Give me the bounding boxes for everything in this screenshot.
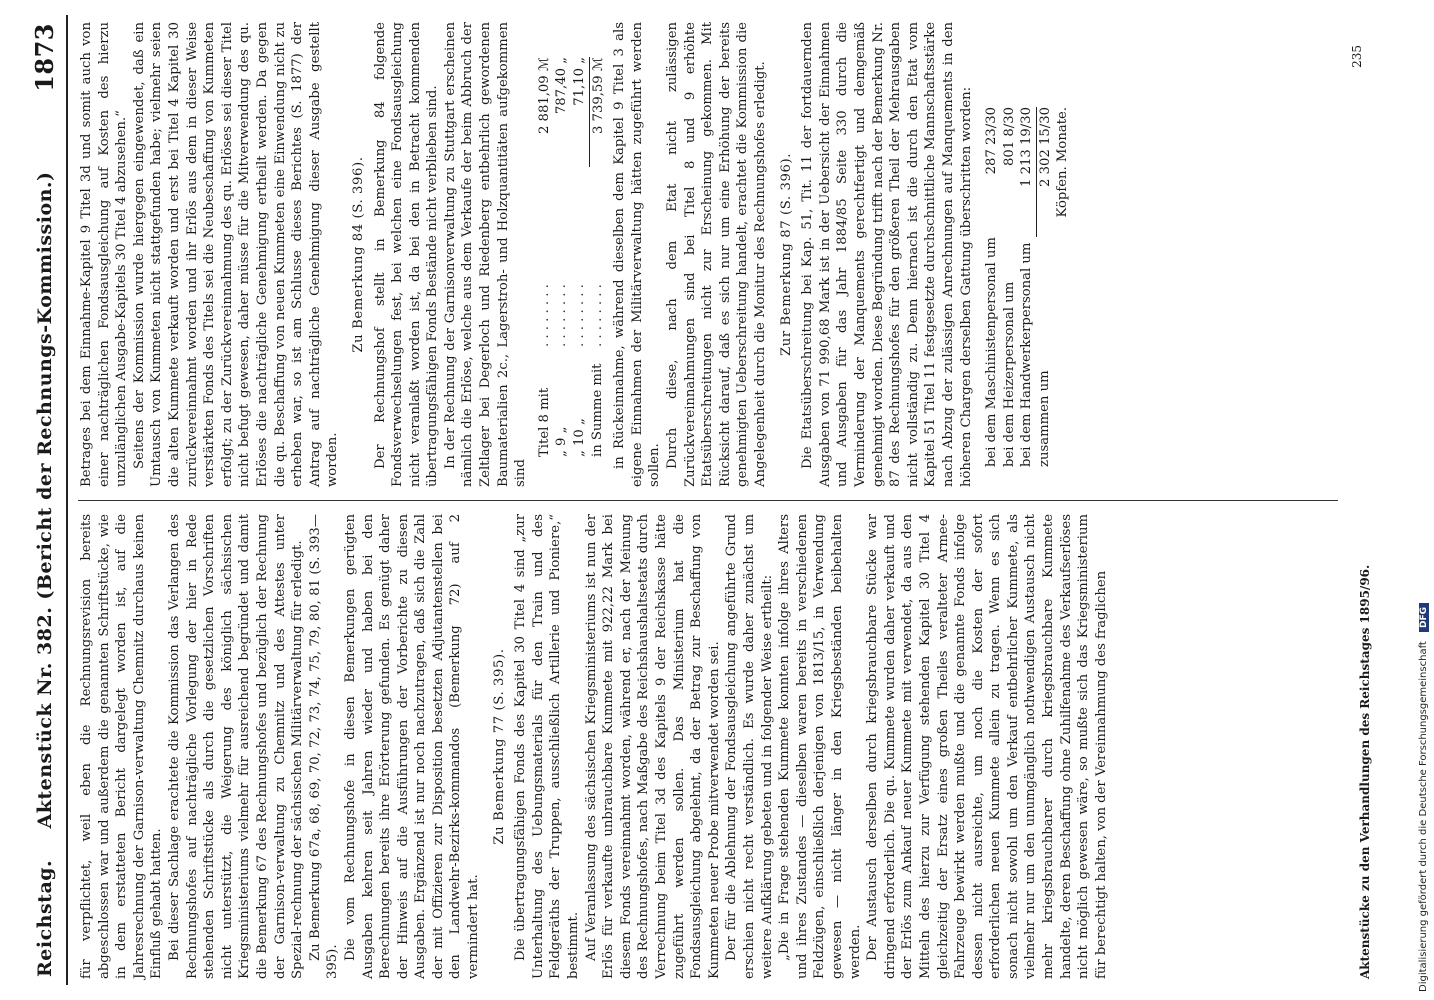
- header-title: Aktenstück Nr. 382. (Bericht der Rechnungs-Kommission.): [34, 171, 56, 829]
- paragraph: in Rückeinnahme, während dieselben dem Kapitel 9 Titel 3 als eigene Einnahmen der Militärverwaltung hätten zugeführt werden sollen.: [612, 22, 663, 487]
- table-row: „ 9 „ . . . . . . . . 787,40 „: [554, 57, 570, 457]
- paragraph: für verpflichtet, weil eben die Rechnungsrevision bereits abgeschlossen war und außerdem die genannten Schriftstücke, wie in dem erstatteten Bericht dargelegt worden ist, auf die Jahresrechnung der Garnison-verwaltung Chemnitz durchaus keinen Einfluß gehabt hatten.: [79, 514, 165, 979]
- paragraph: Betrages bei dem Einnahme-Kapitel 9 Titel 3d und somit auch von einer nachträglichen Fondsausgleichung auf Kosten des hierzu unzulänglichen Ausgabe-Kapitels 30 Titel 4 abzusehen.“: [79, 22, 130, 487]
- table-label: Titel 8 mit: [536, 387, 552, 457]
- document-page: [20, 15, 1390, 985]
- paragraph: Seitens der Kommission wurde hiergegen eingewendet, daß ein Umtausch von Kummeten nicht stattgefunden habe; vielmehr seien die alten Kummete verkauft worden und erst bei Titel 4 Kapitel 30 zurückvereinnahmt worden und ihr Erlös aus dem in dieser Weise verstärkten Fonds des Titels sei die Neubeschaffung von Kummeten erfolgt; zu der Zurückvereinnahmung des qu. Erlöses sei dieser Titel nicht befugt gewesen, daher müsse für die Mitverwendung des qu. Erlöses die nachträgliche Genehmigung ertheilt werden. Da gegen die qu. Beschaffung von neuen Kummeten eine Einwendung nicht zu erheben war, so ist am Schlusse dieses Berichtes (S. 1877) der Antrag auf nachträgliche Genehmigung dieser Ausgabe gestellt worden.: [131, 22, 341, 487]
- table-value: 2 881,09 ℳ: [536, 57, 552, 135]
- paragraph: In der Rechnung der Garnisonverwaltung zu Stuttgart erscheinen nämlich die Erlöse, welche aus dem Verkaufe der beim Abbruch der Zeltlager bei Degerloch und Riedenberg entbehrlich gewordenen Baumaterialien 2c., Lagerstroh- und Holzquantitäten aufgekommen sind: [442, 22, 529, 487]
- table-sum-value: 2 302 15/30 Köpfen. Monate.: [1036, 107, 1072, 237]
- paragraph: Auf Veranlassung des sächsischen Kriegsministeriums ist nun der Erlös für verkaufte unbrauchbare Kummete mit 922,22 Mark bei diesem Fonds vereinnahmt worden, während er, nach der Meinung des Rechnungshofes, nach Maßgabe des Reichshaushaltsetats durch Verrechnung beim Titel 3d des Kapitels 9 der Reichskasse hätte zugeführt werden sollen. Das Ministerium hat die Fondsausgleichung abgelehnt, da der Betrag zur Beschaffung von Kummeten neuer Probe mitverwendet worden sei.: [583, 514, 722, 979]
- footer-page-number: 235: [1350, 45, 1364, 68]
- table-row: [983, 22, 1001, 467]
- amount-table: [536, 22, 607, 457]
- section-heading: Zu Bemerkung 84 (S. 396).: [350, 156, 366, 353]
- paragraph: Die vom Rechnungshofe in diesen Bemerkungen gerügten Ausgaben kehren seit Jahren wieder und haben bei den Berechnungen bereits ihre Erörterung gefunden. Es genügt daher der Hinweis auf die Ausführungen der Vorberichte zu diesen Ausgaben. Ergänzend ist nur noch nachzutragen, daß sich die Zahl der mit Offizieren zur Disposition besetzten Adjutantenstellen bei den Landwehr-Bezirks-kommandos (Bemerkung 72) auf 2 vermindert hat.: [342, 514, 482, 979]
- table-row: Titel 8 mit . . . . . . . . 2 881,09 ℳ: [536, 57, 552, 457]
- quote-paragraph: „Die in Frage stehenden Kummete konnten infolge ihres Alters und ihres Zustandes — dieselben waren bereits in verschiedenen Feldzügen, einschließlich derjenigen von 1813/15, in Verwendung gewesen — nicht länger in den Kriegsbeständen beibehalten werden.: [777, 514, 863, 979]
- digitization-note: [1418, 12, 1432, 992]
- digitization-text: Digitalisierung gefördert durch die Deutsche Forschungsgemeinschaft: [1418, 641, 1429, 992]
- paragraph: Der für die Ablehnung der Fondsausgleichung angeführte Grund erschien nicht recht verständlich. Es wurde daher zunächst um weitere Aufklärung gebeten und in folgender Weise ertheilt:: [724, 514, 775, 979]
- paragraph: Die Etatsüberschreitung bei Kap. 51, Tit. 11 der fortdauernden Ausgaben von 71 990,68 Mark ist in der Uebersicht der Einnahmen und Ausgaben für das Jahr 1884/85 Seite 330 durch die Verminderung der Manquements gerechtfertigt und demgemäß genehmigt worden. Diese Begründung trifft nach der Bemerkung Nr. 87 des Rechnungshofes für den größeren Theil der Mehrausgaben nicht vollständig zu. Denn hiernach ist die durch den Etat vom Kapitel 51 Titel 11 festgesetzte durchschnittliche Mannschaftsstärke nach Abzug der zulässigen Anrechnungen auf Manquements in den höheren Chargen derselben Gattung überschritten worden:: [800, 22, 974, 487]
- page-header: [26, 15, 68, 985]
- table-value: 71,10 „: [572, 57, 588, 106]
- table-value: 1 213 19/30: [1019, 107, 1035, 187]
- table-label: „ 9 „: [554, 426, 570, 457]
- table-row: [1018, 22, 1036, 467]
- paragraph: Durch diese, nach dem Etat nicht zulässigen Zurückvereinnahmungen sind bei Titel 8 und 9 erhöhte Etatsüberschreitungen nicht zur Erscheinung gekommen. Mit Rücksicht darauf, daß es sich nur um eine Erhöhung der bereits genehmigten Ueberschreitung handelt, erachtet die Kommission die Angelegenheit durch die Monitur des Rechnungshofes erledigt.: [665, 22, 768, 487]
- table-row: „ 10 „ . . . . . . . . 71,10 „: [572, 57, 588, 457]
- table-sum-label: zusammen um: [1036, 370, 1052, 467]
- column-divider: [78, 500, 1338, 501]
- table-label: bei dem Handwerkerpersonal um: [1019, 242, 1035, 467]
- footer-source: Aktenstücke zu den Verhandlungen des Reichstages 1895/96.: [1358, 564, 1372, 979]
- table-value: 801 8/30: [1001, 107, 1017, 166]
- dfg-logo: DFG: [1419, 603, 1429, 632]
- header-page-number: 1873: [30, 23, 59, 92]
- left-column: [78, 514, 1110, 979]
- table-label: „ 10 „: [572, 418, 588, 457]
- table-label: bei dem Heizerpersonal um: [1001, 281, 1017, 467]
- personnel-table: [983, 22, 1072, 467]
- paragraph: Der Rechnungshof stellt in Bemerkung 84 folgende Fondsverwechselungen fest, bei welchen eine Fondsausgleichung nicht veranlaßt worden ist, da bei den in Betracht kommenden übertragungsfähigen Fonds Bestände nicht verblieben sind.: [372, 22, 441, 487]
- table-row: [1001, 22, 1019, 467]
- table-sum-row: in Summe mit . . . . . . . . 3 739,59 ℳ: [589, 57, 606, 457]
- header-left: Reichstag.: [34, 859, 56, 977]
- right-column: [78, 22, 1076, 487]
- section-heading: Zur Bemerkung 87 (S. 396).: [778, 152, 794, 357]
- paragraph: Zu Bemerkung 67a, 68, 69, 70, 72, 73, 74, 75, 79, 80, 81 (S. 393—395).: [307, 514, 341, 979]
- table-value: 287 23/30: [984, 107, 1000, 175]
- table-label: bei dem Maschinistenpersonal um: [984, 237, 1000, 467]
- quote-paragraph: Der Austausch derselben durch kriegsbrauchbare Stücke war dringend erforderlich. Die qu. Kummete wurden daher verkauft und der Erlös zum Ankauf neuer Kummete mit verwendet, da aus den Mitteln des hierzu zur Verfügung stehenden Kapitel 30 Titel 4 gleichzeitig der Ersatz eines großen Theiles veralteter Armee-Fahrzeuge bewirkt werden mußte und die genannte Fonds infolge dessen nicht ausreichte, um noch die Kosten der sofort erforderlichen neuen Kummete allein zu tragen. Wenn es sich sonach nicht sowohl um den Verkauf entbehrlicher Kummete, als vielmehr nur um den unumgänglich nothwendigen Austausch nicht mehr kriegsbrauchbarer durch kriegsbrauchbare Kummete handelte, deren Beschaffung ohne Zuhilfenahme des Verkaufserlöses nicht möglich gewesen wäre, so mußte sich das Kriegsministerium für berechtigt halten, von der Vereinnahmung des fraglichen: [865, 514, 1109, 979]
- paragraph: Die übertragungsfähigen Fonds des Kapitel 30 Titel 4 sind „zur Unterhaltung des Uebungsmaterials für den Train und des Feldgeräths der Truppen, ausschließlich Artillerie und Pioniere,“ bestimmt.: [513, 514, 582, 979]
- table-sum-label: in Summe mit: [589, 363, 605, 457]
- table-value: 787,40 „: [554, 57, 570, 115]
- table-sum-value: 3 739,59 ℳ: [589, 57, 608, 167]
- table-sum-row: [1036, 22, 1072, 467]
- section-heading: Zu Bemerkung 77 (S. 395).: [491, 648, 507, 845]
- paragraph: Bei dieser Sachlage erachtete die Kommission das Verlangen des Rechnungshofes auf nachträgliche Vorlegung der hier in Rede stehenden Schriftstücke als durch die gesetzlichen Vorschriften nicht unterstützt, die Weigerung des königlich sächsischen Kriegsministeriums vielmehr für ausreichend begründet und damit die Bemerkung 67 des Rechnungshofes und bezüglich der Rechnung der Garnison-verwaltung zu Chemnitz und des Attestes unter Spezial-rechnung der sächsischen Militärverwaltung für erledigt.: [166, 514, 306, 979]
